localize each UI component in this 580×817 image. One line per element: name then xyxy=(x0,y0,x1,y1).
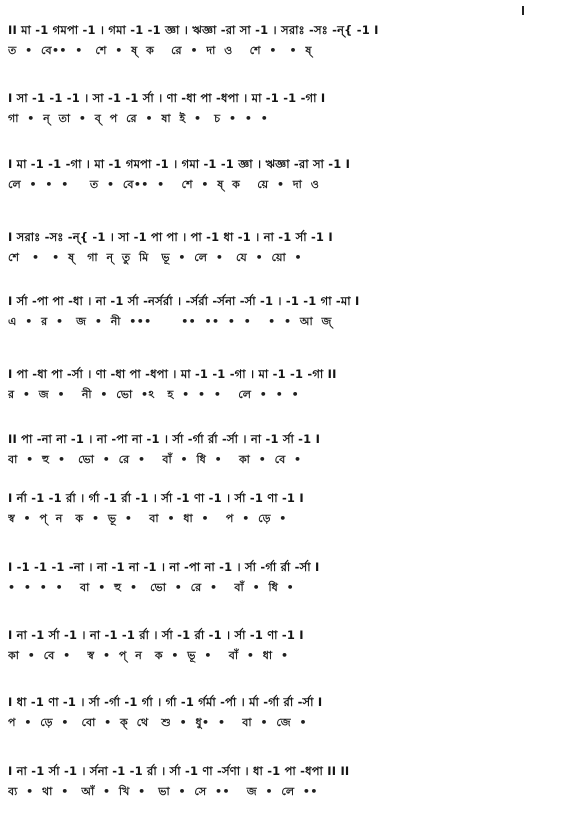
lyric-line: বা • হু • ভো • রে • বাঁ • ধি • কা • বে • xyxy=(8,453,302,466)
melody-line: I র্সা -পা পা -ধা । না -1 র্সা -নর্সর্রা । -র্সর্রা -র্সনা -র্সা -1 । -1 -1 গা -মা I xyxy=(8,294,360,308)
lyric-line: প • ড়ে • বো • ক্ থে শু • ধু• • বা • জে • xyxy=(8,716,307,729)
melody-line: I র্না -1 -1 র্রা । র্গা -1 র্রা -1 । র্সা -1 ণা -1 । র্সা -1 ণা -1 I xyxy=(8,491,304,505)
melody-line: I সা -1 -1 -1 । সা -1 -1 র্সা । ণা -ধা পা -ধপা । মা -1 -1 -গা I xyxy=(8,91,326,105)
notation-row xyxy=(4,156,576,200)
notation-row xyxy=(4,627,576,671)
melody-line: I না -1 র্সা -1 । র্সনা -1 -1 র্রা । র্সা -1 ণা -র্সণা । ধা -1 পা -ধপা II II xyxy=(8,764,350,778)
lyric-line: এ • র • জ • নী ••• •• •• • • • • আ জ্ xyxy=(8,315,332,328)
notation-row xyxy=(4,293,576,337)
lyric-line: • • • • বা • হু • ভো • রে • বাঁ • ধি • xyxy=(8,581,295,594)
melody-line: I মা -1 -1 -গা । মা -1 গমপা -1 । গমা -1 -1 জ্ঞা । ঋজ্ঞা -রা সা -1 I xyxy=(8,157,351,171)
melody-line: I সরাঃ -সঃ -ন্{ -1 । সা -1 পা পা । পা -1 ধা -1 । না -1 র্সা -1 I xyxy=(8,230,333,244)
lyric-line: শে • • ষ্ গা ন্ তু মি ভূ • লে • যে • য়ো • xyxy=(8,251,302,264)
lyric-line: ত • বে•• • শে • ষ্ ক রে • দা ও শে • • ষ্ xyxy=(8,44,312,57)
melody-line: II পা -না না -1 । না -পা না -1 । র্সা -র্গা র্রা -র্সা । না -1 র্সা -1 I xyxy=(8,432,321,446)
lyric-line: স্ব • প্ ন ক • ভূ • বা • ধা • প • ড়ে • xyxy=(8,512,287,525)
melody-line: I ধা -1 ণা -1 । র্সা -র্গা -1 র্গা । র্গা -1 র্গর্মা -র্পা । র্মা -র্গা র্রা -র্সা I xyxy=(8,695,323,709)
notation-row xyxy=(4,229,576,273)
notation-row xyxy=(4,763,576,807)
melody-line: I না -1 র্সা -1 । না -1 -1 র্রা । র্সা -1 র্রা -1 । র্সা -1 ণা -1 I xyxy=(8,628,304,642)
page-mark xyxy=(522,6,524,15)
notation-row xyxy=(4,90,576,134)
lyric-line: ব্য • থা • আঁ • খি • ভা • সে •• জ • লে •• xyxy=(8,785,318,798)
notation-row xyxy=(4,22,576,66)
lyric-line: গা • ন্ তা • ব্ প রে • ষা ই • চ • • • xyxy=(8,112,269,125)
notation-row xyxy=(4,694,576,738)
melody-line: I -1 -1 -1 -না । না -1 না -1 । না -পা না -1 । র্সা -র্গা র্রা -র্সা I xyxy=(8,560,320,574)
melody-line: II মা -1 গমপা -1 । গমা -1 -1 জ্ঞা । ঋজ্ঞা -রা সা -1 । সরাঃ -সঃ -ন্{ -1 I xyxy=(8,23,379,37)
notation-row xyxy=(4,490,576,534)
melody-line: I পা -ধা পা -র্সা । ণা -ধা পা -ধপা । মা -1 -1 -গা । মা -1 -1 -গা II xyxy=(8,367,337,381)
notation-row xyxy=(4,559,576,603)
lyric-line: লে • • • ত • বে•• • শে • ষ্ ক য়ে • দা ও xyxy=(8,178,320,191)
notation-row xyxy=(4,431,576,475)
lyric-line: কা • বে • স্ব • প্ ন ক • ভূ • বাঁ • ধা • xyxy=(8,649,289,662)
notation-row xyxy=(4,366,576,410)
lyric-line: র • জ • নী • ভো •ঽ হ • • • লে • • • xyxy=(8,388,300,401)
